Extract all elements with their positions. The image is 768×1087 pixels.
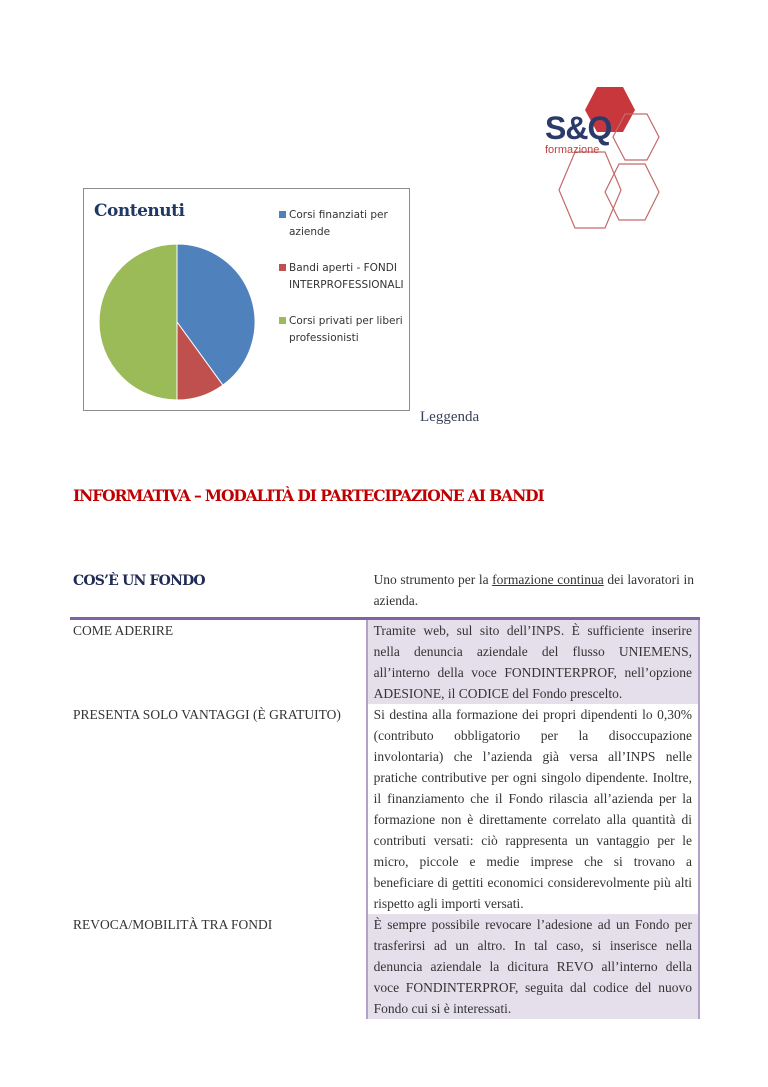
legend-label: Corsi privati per liberi professionisti [289, 315, 403, 344]
underlined-term: formazione continua [492, 572, 604, 587]
chart-legend [279, 207, 409, 366]
row-label: PRESENTA SOLO VANTAGGI (È GRATUITO) [73, 707, 341, 722]
pie-plot [92, 241, 262, 406]
table-row [70, 704, 700, 914]
logo-hexagon [559, 152, 621, 228]
row-text: È sempre possibile revocare l’adesione ad un Fondo per trasferirsi ad un altro. In tal caso, si inserisce nella denuncia aziendale la dicitura REVO all’interno della voce FONDINTERPROF, seguita dal codice del nuovo Fondo cui si è interessati. [366, 914, 700, 1019]
table-row [70, 914, 700, 1019]
row-text: Si destina alla formazione dei propri dipendenti lo 0,30% (contributo obbligatorio per la disoccupazione involontaria) che l’azienda già versa all’INPS nelle pratiche contributive per ogni singolo dipendente. Inoltre, il finanziamento che il Fondo rilascia all’azienda per la formazione non è direttamente correlato alla quantità di contributi versati: ciò rappresenta un vantaggio per le micro, piccole e medie imprese che si trovano a beneficiare di gettiti economici considerevolmente più alti rispetto agli importi versati. [366, 704, 700, 914]
table-header-row [70, 569, 700, 617]
logo [545, 112, 611, 156]
pie-slice [99, 244, 177, 400]
info-table [70, 569, 700, 1019]
legend-item [279, 260, 409, 294]
legend-swatch [279, 211, 286, 218]
chart-caption: Leggenda [420, 409, 480, 425]
legend-item [279, 313, 409, 347]
legend-label: Corsi finanziati per aziende [289, 209, 388, 238]
logo-brand: S&Q [545, 110, 612, 146]
text-segment: Uno strumento per la [373, 572, 493, 587]
logo-tagline: formazione [545, 144, 600, 156]
row-text [368, 569, 700, 617]
text-segment: dei lavoratori in azienda. [373, 572, 694, 608]
row-text: Tramite web, sul sito dell’INPS. È sufficiente inserire nella denuncia aziendale del flusso UNIEMENS, all’interno della voce FONDINTERPROF, nell’opzione ADESIONE, il CODICE del Fondo prescelto. [366, 620, 700, 704]
legend-swatch [279, 264, 286, 271]
row-label: REVOCA/MOBILITÀ TRA FONDI [73, 917, 273, 932]
row-label: COS’È UN FONDO [73, 573, 205, 589]
section-title: INFORMATIVA – MODALITÀ DI PARTECIPAZIONE AI BANDI [73, 486, 544, 505]
pie-chart [83, 188, 410, 411]
chart-title: Contenuti [94, 201, 185, 221]
logo-hexagons [535, 82, 710, 257]
legend-item [279, 207, 409, 241]
legend-label: Bandi aperti - FONDI INTERPROFESSIONALI [289, 262, 404, 291]
legend-swatch [279, 317, 286, 324]
table-row [70, 620, 700, 704]
row-label: COME ADERIRE [73, 623, 174, 638]
